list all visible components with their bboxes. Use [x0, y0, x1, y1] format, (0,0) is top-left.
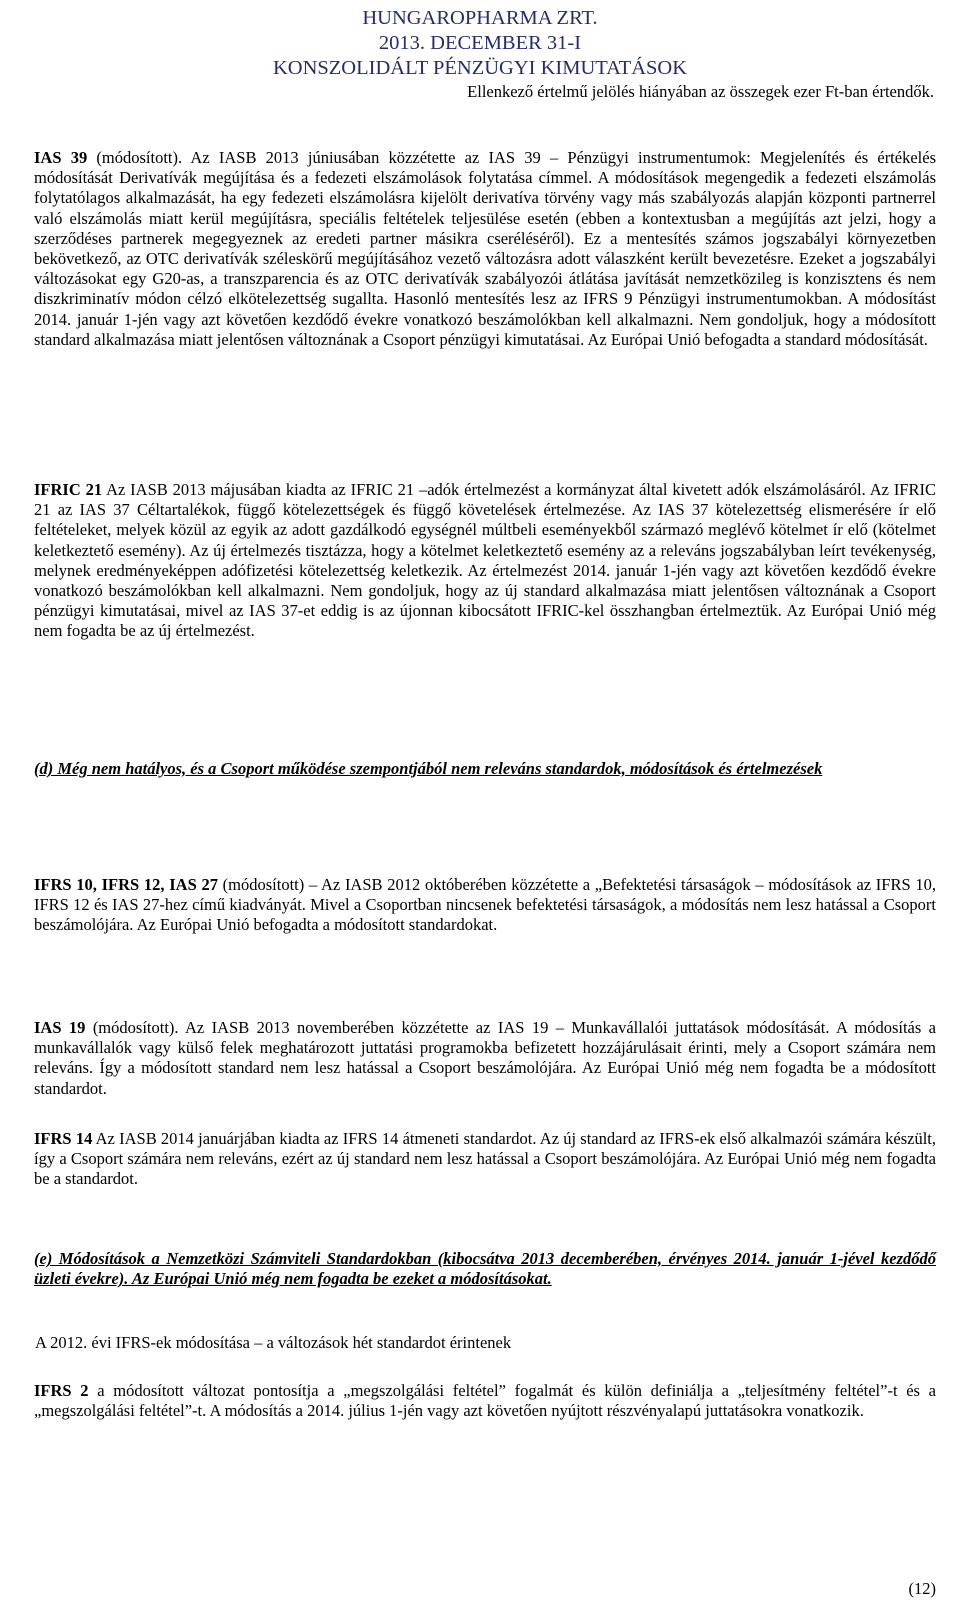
paragraph-ifrs2 — [34, 1381, 936, 1421]
ifrs-2012-intro — [34, 1333, 936, 1353]
report-date: 2013. DECEMBER 31-I — [378, 32, 582, 54]
intro-text: A 2012. évi IFRS-ek módosítása – a változások hét standardot érintenek — [35, 1333, 512, 1352]
paragraph-lead: IFRS 14 — [34, 1129, 93, 1148]
report-title: KONSZOLIDÁLT PÉNZÜGYI KIMUTATÁSOK — [272, 57, 688, 79]
paragraph-text: (módosított). Az IASB 2013 novemberében közzétette az IAS 19 – Munkavállalói juttatások módosítását. A módosítás a munkavállalók vagy külső felek meghatározott juttatási programokba befizetett hozzájárulásait érinti, mely a Csoport számára nem releváns. Így a módosított standard nem lesz hatással a Csoport beszámolójára. Az Európai Unió még nem fogadta be a módosított standardot. — [34, 1018, 937, 1098]
section-e-title: (e) Módosítások a Nemzetközi Számviteli Standardokban (kibocsátva 2013 decemberében, érvényes 2014. január 1-jével kezdődő üzleti évekre). Az Európai Unió még nem fogadta be ezeket a módosításokat. — [34, 1249, 936, 1289]
paragraph-text: Az IASB 2014 januárjában kiadta az IFRS 14 átmeneti standardot. Az új standard az IFRS-ek első alkalmazói számára készült, így a Csoport számára nem releváns, ezért az új standard nem lesz hatással a Csoport beszámolójára. Az Európai Unió még nem fogadta be a standardot. — [34, 1129, 936, 1189]
paragraph-lead: IAS 39 — [34, 148, 88, 167]
paragraph-ifrs14 — [34, 1129, 936, 1190]
page-number: (12) — [908, 1579, 936, 1598]
paragraph-text: (módosított) – Az IASB 2012 októberében közzétette a „Befektetési társaságok – módosítások az IFRS 10, IFRS 12 és IAS 27-hez című kiadványát. Mivel a Csoportban nincsenek befektetési társaságok, a módosítás nem lesz hatással a Csoport beszámolójára. Az Európai Unió befogadta a módosított standardokat. — [34, 875, 936, 935]
paragraph-lead: IAS 19 — [34, 1018, 86, 1037]
paragraph-lead: IFRS 10, IFRS 12, IAS 27 — [34, 875, 218, 894]
paragraph-text: Az IASB 2013 májusában kiadta az IFRIC 21 –adók értelmezést a kormányzat által kivetett adók elszámolásáról. Az IFRIC 21 az IAS 37 Céltartalékok, függő kötelezettségek és függő követelések értelmezése. Az IAS 37 kötelezettség elismerésére ír elő feltételeket, melyek közül az egyik az adott gazdálkodó egységnél múltbeli eseményekből származó meglévő kötelmet ír elő (kötelmet keletkeztető esemény). Az új értelmezés tisztázza, hogy a kötelmet keletkeztető esemény az a releváns jogszabályban leírt tevékenység, melynek eredményeképpen adófizetési kötelezettség keletkezik. Az értelmezést 2014. január 1-jén vagy azt követően kezdődő évekre vonatkozó beszámolókban kell alkalmazni. Nem gondoljuk, hogy az új standard alkalmazása miatt jelentősen változnának a Csoport pénzügyi kimutatásai, mivel az IAS 37-et eddig is az újonnan kibocsátott IFRIC-kel összhangban értelmeztük. Az Európai Unió még nem fogadta be az új értelmezést. — [34, 480, 936, 641]
paragraph-text: a módosított változat pontosítja a „megszolgálási feltétel” fogalmát és külön definiálja a „teljesítmény feltétel”-t és a „megszolgálási feltétel”-t. A módosítás a 2014. július 1-jén vagy azt követően nyújtott részvényalapú juttatásokra vonatkozik. — [34, 1381, 937, 1421]
paragraph-ias19 — [34, 1018, 936, 1099]
paragraph-lead: IFRIC 21 — [34, 480, 103, 499]
paragraph-lead: IFRS 2 — [34, 1381, 89, 1400]
paragraph-ifrs10 — [34, 875, 936, 936]
section-d-title: (d) Még nem hatályos, és a Csoport működése szempontjából nem releváns standardok, módosítások és értelmezések — [34, 759, 823, 778]
company-name: HUNGAROPHARMA ZRT. — [362, 7, 598, 29]
paragraph-ias39 — [34, 148, 936, 350]
document-header — [0, 6, 960, 81]
amount-unit-note: Ellenkező értelmű jelölés hiányában az összegek ezer Ft-ban értendők. — [467, 82, 934, 101]
paragraph-text: (módosított). Az IASB 2013 júniusában közzétette az IAS 39 – Pénzügyi instrumentumok: Megjelenítés és értékelés módosítását Derivatívák megújítása és a fedezeti elszámolások folytatása címmel. A módosítások megengedik a fedezeti elszámolás folytatólagos alkalmazását, ha egy fedezeti elszámolásra kijelölt derivatíva törvény vagy más szabályozás alapján központi partnerrel való elszámolás miatt kerül megújításra, speciális feltételek teljesülése esetén (ebben a kontextusban a megújítás azt jelzi, hogy a szerződéses partnerek megegyeznek az eredeti partner másikra cseréléséről). Ez a mentesítés számos jogszabályi környezetben bekövetkező, az OTC derivatívák széleskörű megújításához vezető változásra adott válaszként került bevezetésre. Ezeket a jogszabályi változásokat egy G20-as, a transzparencia és az OTC derivatívák szabályozói átlátása javítását nemzetközileg is konzisztens és nem diszkriminatív módon célzó elkötelezettség sugallta. Hasonló mentesítés lesz az IFRS 9 Pénzügyi instrumentumokban. A módosítást 2014. január 1-jén vagy azt követően kezdődő évekre vonatkozó beszámolókban kell alkalmazni. Nem gondoljuk, hogy a módosított standard alkalmazása miatt jelentősen változnának a Csoport pénzügyi kimutatásai. Az Európai Unió befogadta a standard módosítását. — [34, 148, 936, 349]
paragraph-ifric21 — [34, 480, 936, 642]
